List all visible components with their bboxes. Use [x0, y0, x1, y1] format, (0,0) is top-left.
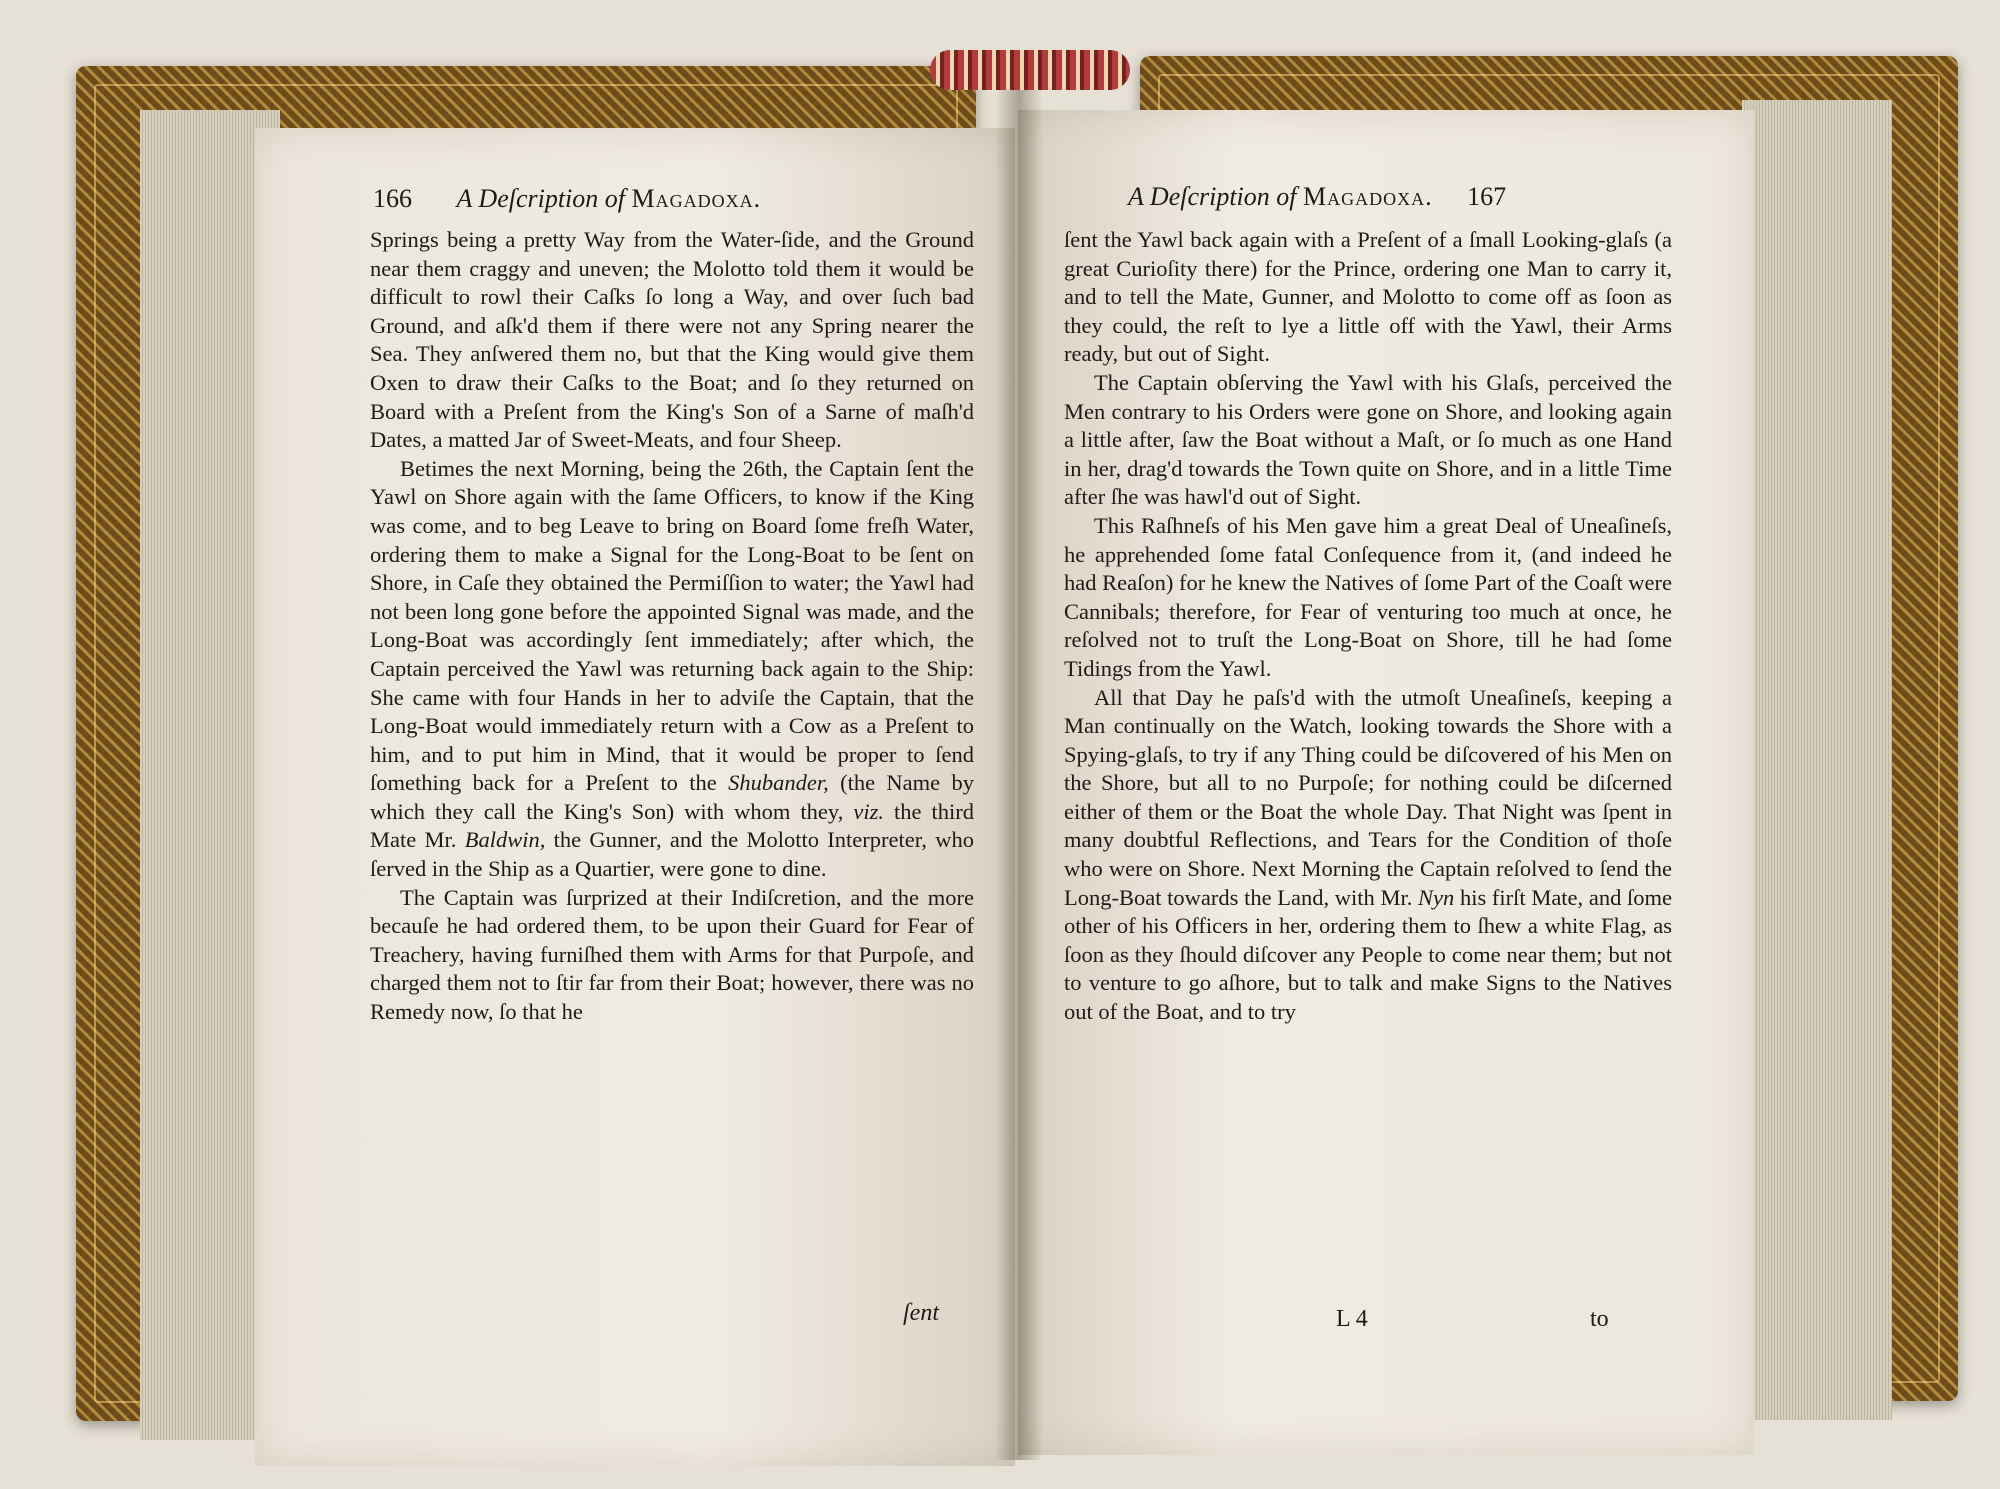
right-catchword: to [1590, 1306, 1609, 1332]
left-catchword: ſent [903, 1300, 939, 1326]
right-paragraph-3: This Raſhneſs of his Men gave him a great Deal of Uneaſineſs, he apprehended ſome fatal Conſequence from it, (and indeed he had Reaſon) for he knew the Natives of ſome Part of the Coaſt were Cannibals; therefore, for Fear of venturing too much at once, he reſolved not to truſt the Long-Boat on Shore, till he had ſome Tidings from the Yawl. [1064, 512, 1672, 681]
left-running-place: Magadoxa. [631, 184, 762, 213]
left-paragraph-1: Springs being a pretty Way from the Water-ſide, and the Ground near them craggy and uneven; the Molotto told them it would be difficult to rowl their Caſks ſo long a Way, and over ſuch bad Ground, and aſk'd them if there were not any Spring nearer the Sea. They anſwered them no, but that the King would give them Oxen to draw their Caſks to the Boat; and ſo they returned on Board with a Preſent from the King's Son of a Sarne of maſh'd Dates, a matted Jar of Sweet-Meats, and four Sheep. [370, 227, 974, 453]
left-running-head [373, 184, 761, 214]
left-page-number: 166 [373, 184, 412, 213]
right-page-text [1064, 226, 1672, 1027]
viz-word: viz. [853, 798, 884, 824]
right-paragraph-2: The Captain obſerving the Yawl with his Glaſs, perceived the Men contrary to his Orders were gone on Shore, and looking again a little after, ſaw the Boat without a Maſt, or ſo much as one Hand in her, drag'd towards the Town quite on Shore, and in a little Time after ſhe was hawl'd out of Sight. [1064, 369, 1672, 510]
left-paragraph-2-tail-b: the third Mate Mr. [370, 798, 974, 853]
signature-mark: L 4 [1336, 1306, 1368, 1332]
left-paragraph-2-body: Betimes the next Morning, being the 26th, the Captain ſent the Yawl on Shore again with the ſame Officers, to know if the King was come, and to beg Leave to bring on Board ſome freſh Water, ordering them to make a Signal for the Long-Boat to be ſent on Shore, in Caſe they obtained the Permiſſion to water; the Yawl had not been long gone before the appointed Signal was made, and the Long-Boat was accordingly ſent immediately; after which, the Captain perceived the Yawl was returning back again to the Ship: She came with four Hands in her to adviſe the Captain, that the Long-Boat would immediately return with a Cow as a Preſent to him, and to put him in Mind, that it would be proper to ſend ſomething back for a Preſent to the [370, 455, 974, 796]
left-paragraph-2 [370, 455, 974, 884]
right-paragraph-4-body: All that Day he paſs'd with the utmoſt Uneaſineſs, keeping a Man continually on the Watch, looking towards the Shore with a Spying-glaſs, to try if any Thing could be diſcovered of his Men on the Shore, but all to no Purpoſe; for nothing could be diſcerned either of them or the Boat the whole Day. That Night was ſpent in many doubtful Reflections, and Tears for the Condition of thoſe who were on Shore. Next Morning the Captain reſolved to ſend the Long-Boat towards the Land, with Mr. [1064, 684, 1672, 910]
left-paragraph-2-tail-c: the Gunner, and the Molotto Interpreter, who ſerved in the Ship as a Quartier, were gone to dine. [370, 827, 974, 882]
shubander-word: Shubander, [728, 770, 829, 796]
right-running-title: A Deſcription of [1128, 182, 1297, 211]
right-running-place: Magadoxa. [1303, 182, 1433, 211]
left-paragraph-3: The Captain was ſurprized at their Indiſcretion, and the more becauſe he had ordered them, to be upon their Guard for Fear of Treachery, having furniſhed them with Arms for that Purpoſe, and charged them not to ſtir far from their Boat; however, there was no Remedy now, ſo that he [370, 884, 974, 1025]
nyn-word: Nyn [1418, 884, 1455, 910]
right-paragraph-4 [1064, 684, 1672, 1027]
left-page [255, 128, 1015, 1466]
right-page [1018, 110, 1754, 1455]
gutter-shadow [995, 90, 1043, 1460]
left-running-title: A Deſcription of [456, 184, 626, 213]
baldwin-word: Baldwin, [464, 827, 546, 853]
right-running-head [1128, 182, 1506, 212]
headband [930, 50, 1130, 90]
left-paragraph-2-tail-a: (the Name by which they call the King's Son) with whom they, [370, 770, 974, 824]
right-page-number: 167 [1467, 182, 1507, 211]
right-page-edges [1742, 100, 1892, 1420]
right-paragraph-4-tail: his firſt Mate, and ſome other of his Officers in her, ordering them to ſhew a white Flag, as ſoon as they ſhould diſcover any People to come near them; but not to venture to go aſhore, but to talk and make Signs to the Natives out of the Boat, and to try [1064, 884, 1673, 1025]
right-paragraph-1: ſent the Yawl back again with a Preſent of a ſmall Looking-glaſs (a great Curioſity there) for the Prince, ordering one Man to carry it, and to tell the Mate, Gunner, and Molotto to come off as ſoon as they could, the reſt to lye a little off with the Yawl, their Arms ready, but out of Sight. [1064, 227, 1672, 367]
left-page-text [370, 226, 974, 1027]
